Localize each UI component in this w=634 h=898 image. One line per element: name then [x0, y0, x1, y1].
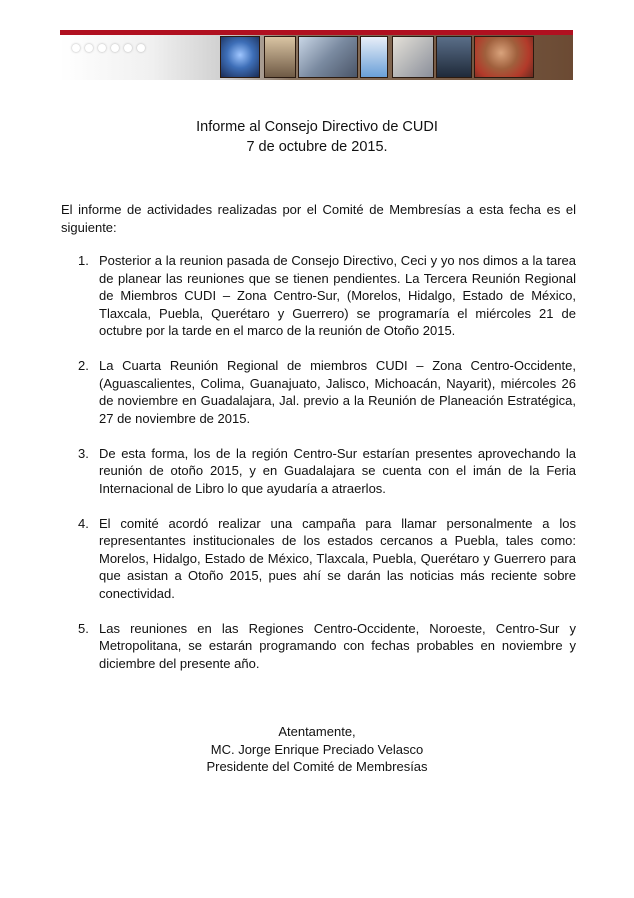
- document-title-line1: Informe al Consejo Directivo de CUDI: [196, 119, 438, 135]
- banner-photo-portrait: [474, 36, 534, 78]
- list-item-number: 4.: [78, 515, 89, 531]
- signature-block: [0, 723, 634, 776]
- document-title-line2: 7 de octubre de 2015.: [246, 139, 388, 155]
- banner-photo-globe: [220, 36, 260, 78]
- banner-photo-meeting: [392, 36, 434, 78]
- banner-decorative-dots: [72, 39, 150, 57]
- activities-list: [61, 252, 576, 690]
- banner-photo-group: [298, 36, 358, 78]
- banner-photo-monitor: [436, 36, 472, 78]
- header-banner: [60, 30, 573, 80]
- list-item: [61, 515, 576, 603]
- list-item: [61, 252, 576, 340]
- list-item-number: 2.: [78, 358, 89, 373]
- list-item-number: 5.: [78, 620, 89, 636]
- list-item-text: El comité acordó realizar una campaña para llamar personalmente a los representantes institucionales de los estados cercanos a Puebla, tales como: Morelos, Hidalgo, Estado de México, Tlaxcala, Puebla, Querétaro y Guerrero para que asistan a Otoño 2015, pues ahí se darán las noticias más reciente sobre conectividad.: [99, 515, 576, 601]
- signature-role: Presidente del Comité de Membresías: [206, 759, 428, 774]
- list-item-text: De esta forma, los de la región Centro-Sur estarían presentes aprovechando la reunión de otoño 2015, y en Guadalajara se cuenta con el imán de la Feria Internacional de Libro lo que ayudaría a atraerlos.: [99, 445, 576, 496]
- signature-closing: Atentamente,: [278, 724, 356, 739]
- list-item-number: 3.: [78, 445, 89, 461]
- list-item-text: Las reuniones en las Regiones Centro-Occidente, Noroeste, Centro-Sur y Metropolitana, se estarán programando con fechas probables en noviembre y diciembre del presente año.: [99, 620, 576, 671]
- list-item: [61, 620, 576, 673]
- list-item: [61, 445, 576, 498]
- list-item-text: La Cuarta Reunión Regional de miembros CUDI – Zona Centro-Occidente, (Aguascalientes, Colima, Guanajuato, Jalisco, Michoacán, Nayarit), miércoles 26 de noviembre en Guadalajara, Jal. previo a la Reunión de Planeación Estratégica, 27 de noviembre de 2015.: [99, 358, 576, 426]
- intro-paragraph: El informe de actividades realizadas por el Comité de Membresías a esta fecha es el siguiente:: [61, 202, 576, 235]
- signature-name: MC. Jorge Enrique Preciado Velasco: [210, 741, 424, 757]
- list-item-number: 1.: [78, 253, 89, 268]
- list-item: [61, 357, 576, 427]
- banner-photo-screen: [360, 36, 388, 78]
- list-item-text: Posterior a la reunion pasada de Consejo Directivo, Ceci y yo nos dimos a la tarea de planear las reuniones que se tienen pendientes. La Tercera Reunión Regional de Miembros CUDI – Zona Centro-Sur, (Morelos, Hidalgo, Estado de México, Tlaxcala, Puebla, Querétaro y Guerrero) se programaría el miércoles 21 de octubre por la tarde en el marco de la reunión de Otoño 2015.: [99, 253, 576, 338]
- banner-photo-people: [264, 36, 296, 78]
